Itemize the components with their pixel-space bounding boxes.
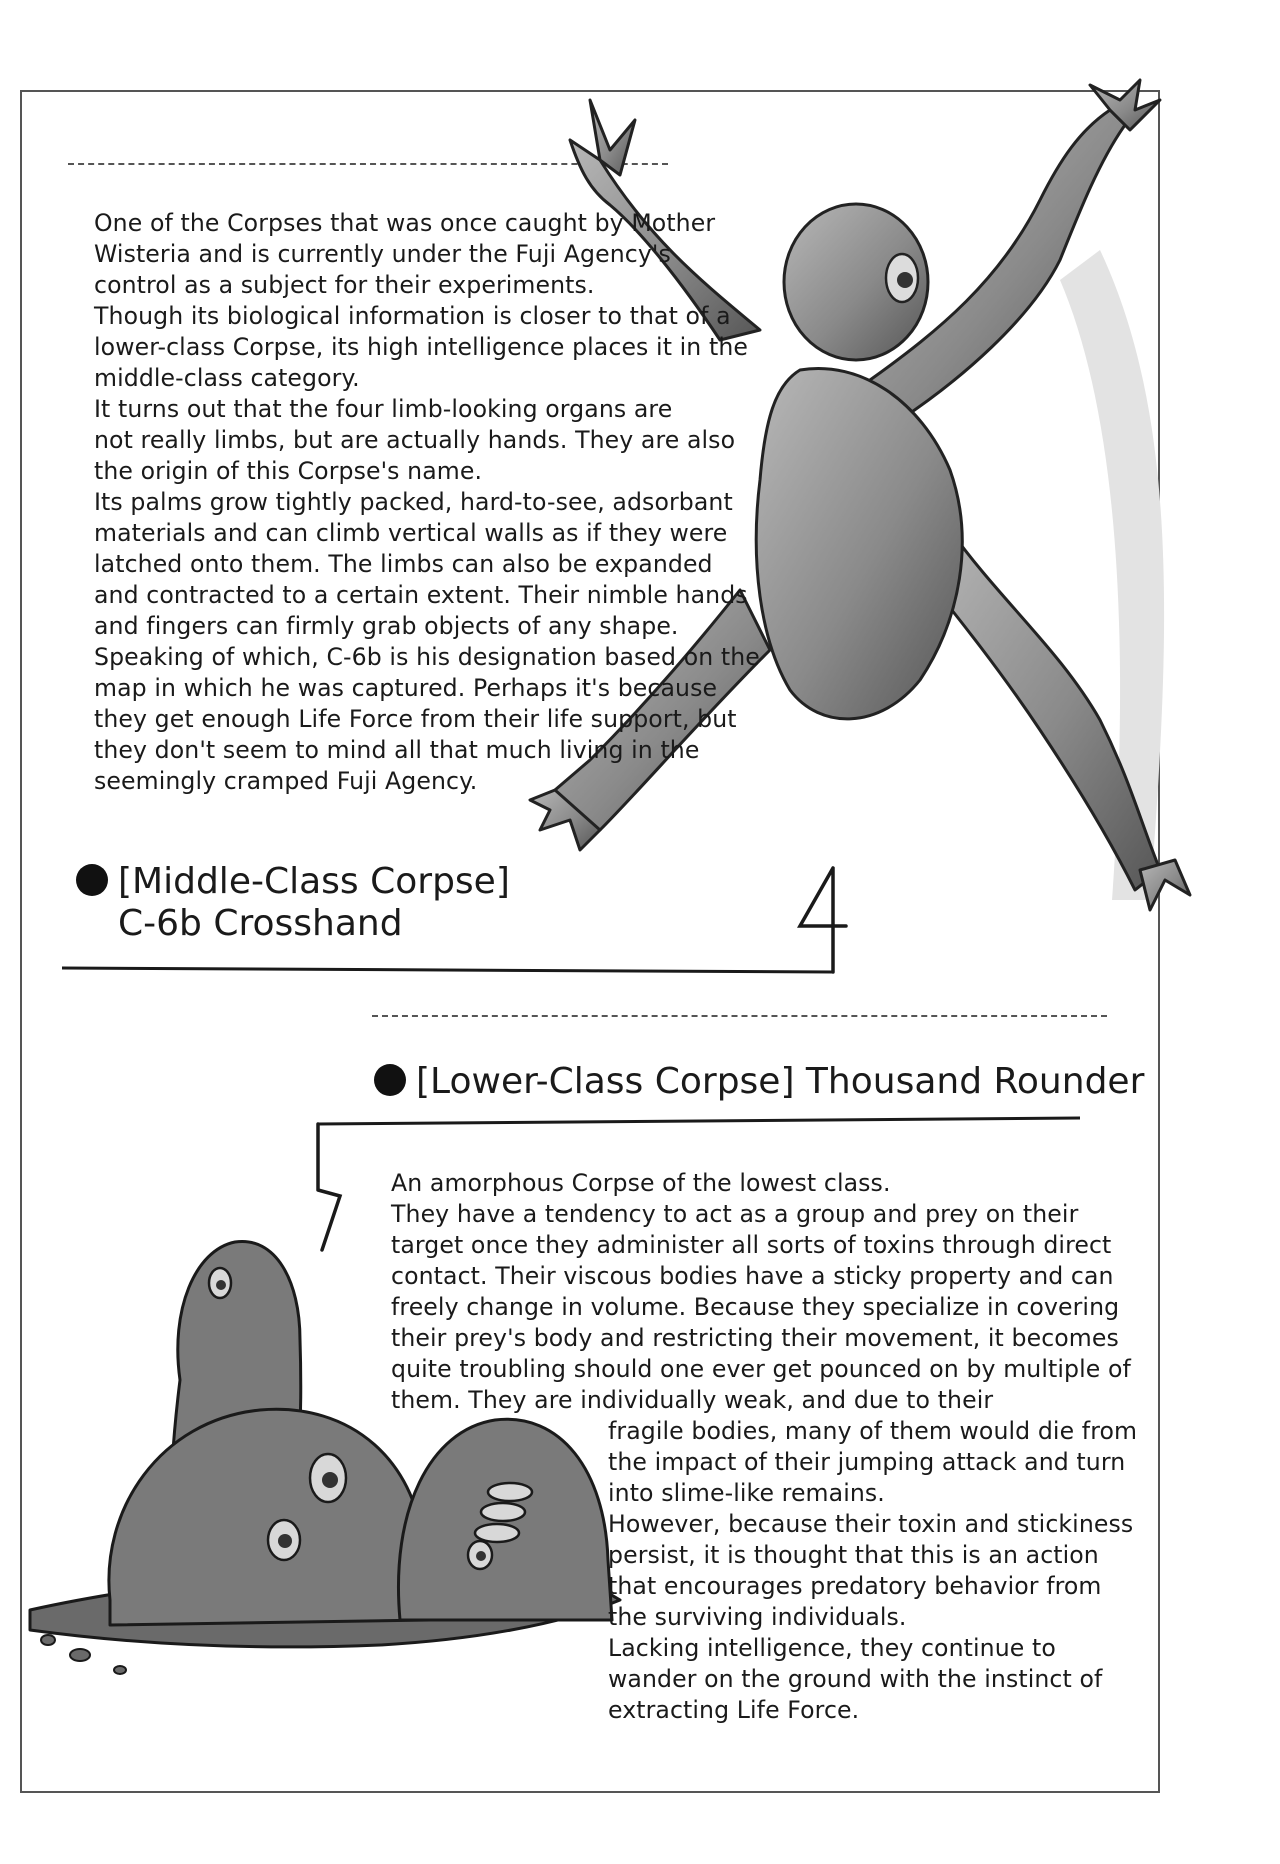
text-line: Wisteria and is currently under the Fuji Agency's: [94, 240, 671, 268]
bullet-icon: [374, 1064, 406, 1096]
text-line: control as a subject for their experiments.: [94, 271, 595, 299]
thousand-rounder-title: [Lower-Class Corpse] Thousand Rounder: [416, 1061, 1145, 1102]
text-line: fragile bodies, many of them would die from: [608, 1417, 1138, 1445]
text-line: that encourages predatory behavior from: [608, 1572, 1102, 1600]
text-line: middle-class category.: [94, 364, 360, 392]
c6b-underline: [62, 968, 833, 972]
text-line: An amorphous Corpse of the lowest class.: [391, 1169, 891, 1197]
text-line: lower-class Corpse, its high intelligence places it in the: [94, 333, 748, 361]
text-line: their prey's body and restricting their movement, it becomes: [391, 1324, 1119, 1352]
text-line: target once they administer all sorts of toxins through direct: [391, 1231, 1112, 1259]
text-line: wander on the ground with the instinct of: [608, 1665, 1103, 1693]
text-line: persist, it is thought that this is an action: [608, 1541, 1099, 1569]
crosshand-heading: [76, 860, 510, 904]
text-line: Speaking of which, C-6b is his designation based on the: [94, 643, 760, 671]
text-line: Though its biological information is closer to that of a: [94, 302, 731, 330]
text-line: It turns out that the four limb-looking organs are: [94, 395, 673, 423]
crosshand-name: C-6b Crosshand: [118, 903, 403, 944]
text-line: freely change in volume. Because they specialize in covering: [391, 1293, 1120, 1321]
text-line: and fingers can firmly grab objects of any shape.: [94, 612, 679, 640]
text-line: they get enough Life Force from their life support, but: [94, 705, 737, 733]
text-line: seemingly cramped Fuji Agency.: [94, 767, 478, 795]
thousand-rounder-heading: [374, 1060, 1144, 1104]
thousand-underline: [318, 1118, 1080, 1124]
text-line: extracting Life Force.: [608, 1696, 860, 1724]
text-line: contact. Their viscous bodies have a sticky property and can: [391, 1262, 1114, 1290]
text-line: quite troubling should one ever get pounced on by multiple of: [391, 1355, 1131, 1383]
text-line: latched onto them. The limbs can also be expanded: [94, 550, 713, 578]
thousand-corner-number-5: [318, 1124, 340, 1250]
text-line: the origin of this Corpse's name.: [94, 457, 483, 485]
text-line: map in which he was captured. Perhaps it's because: [94, 674, 718, 702]
crosshand-class-label: [Middle-Class Corpse]: [118, 861, 510, 902]
text-line: and contracted to a certain extent. Their nimble hands: [94, 581, 748, 609]
text-line: them. They are individually weak, and due to their: [391, 1386, 994, 1414]
thousand-rounder-description-wide: [391, 1168, 1131, 1416]
text-line: they don't seem to mind all that much living in the: [94, 736, 700, 764]
crosshand-description: [94, 208, 760, 797]
text-line: materials and can climb vertical walls as if they were: [94, 519, 728, 547]
text-line: the impact of their jumping attack and turn: [608, 1448, 1126, 1476]
text-line: They have a tendency to act as a group and prey on their: [391, 1200, 1079, 1228]
text-line: into slime-like remains.: [608, 1479, 885, 1507]
thousand-rounder-description-narrow: [608, 1416, 1137, 1726]
text-line: Its palms grow tightly packed, hard-to-see, adsorbant: [94, 488, 733, 516]
text-line: Lacking intelligence, they continue to: [608, 1634, 1056, 1662]
text-line: However, because their toxin and stickiness: [608, 1510, 1134, 1538]
text-line: the surviving individuals.: [608, 1603, 907, 1631]
bullet-icon: [76, 864, 108, 896]
c6b-corner-number-4: [800, 868, 846, 972]
text-line: One of the Corpses that was once caught by Mother: [94, 209, 716, 237]
text-line: not really limbs, but are actually hands. They are also: [94, 426, 736, 454]
